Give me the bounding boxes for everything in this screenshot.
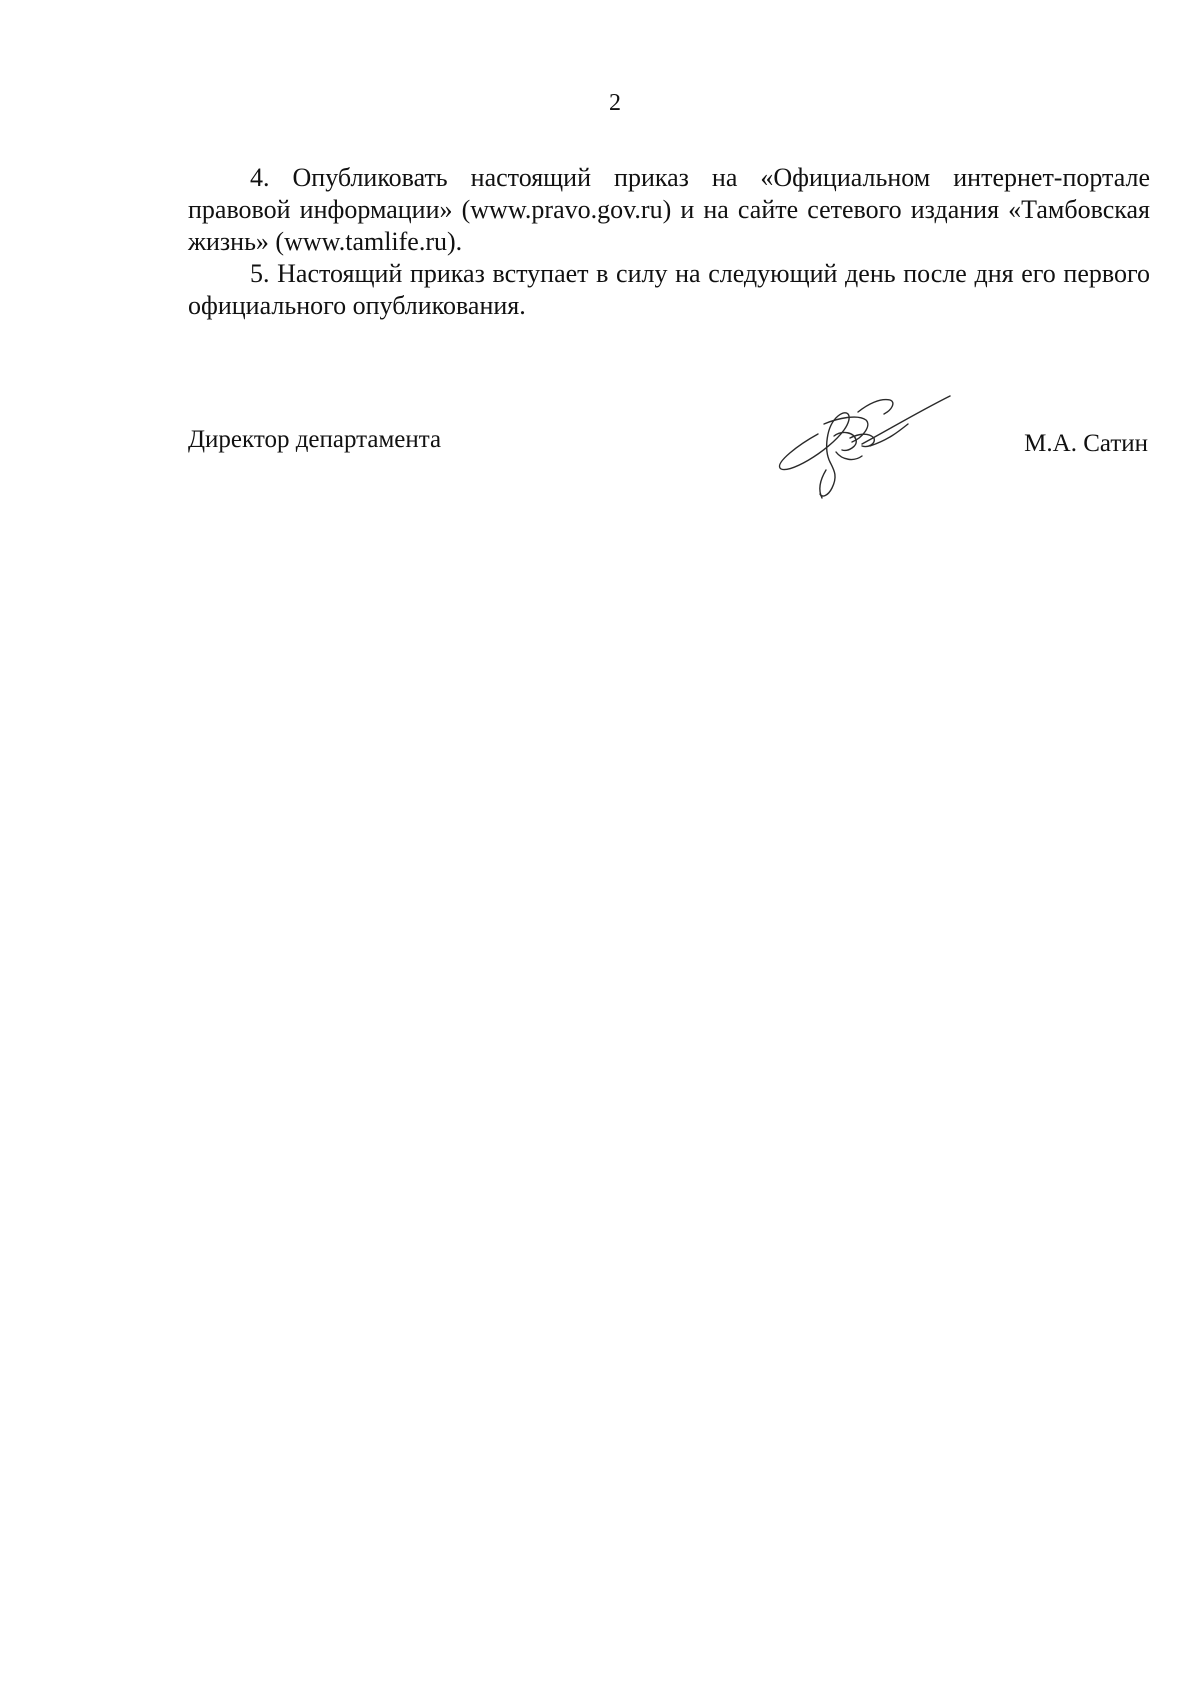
handwritten-signature [758, 390, 958, 502]
paragraph-5: 5. Настоящий приказ вступает в силу на следующий день после дня его первого официального опубликования. [188, 259, 1150, 320]
signature-block [188, 390, 1148, 510]
document-body [188, 162, 1150, 322]
paragraph-4: 4. Опубликовать настоящий приказ на «Официальном интернет-портале правовой информации» (www.pravo.gov.ru) и на сайте сетевого издания «Тамбовская жизнь» (www.tamlife.ru). [188, 163, 1150, 256]
page-number: 2 [609, 90, 621, 116]
signer-name: М.А. Сатин [1024, 430, 1148, 457]
signer-position: Директор департамента [188, 426, 442, 453]
